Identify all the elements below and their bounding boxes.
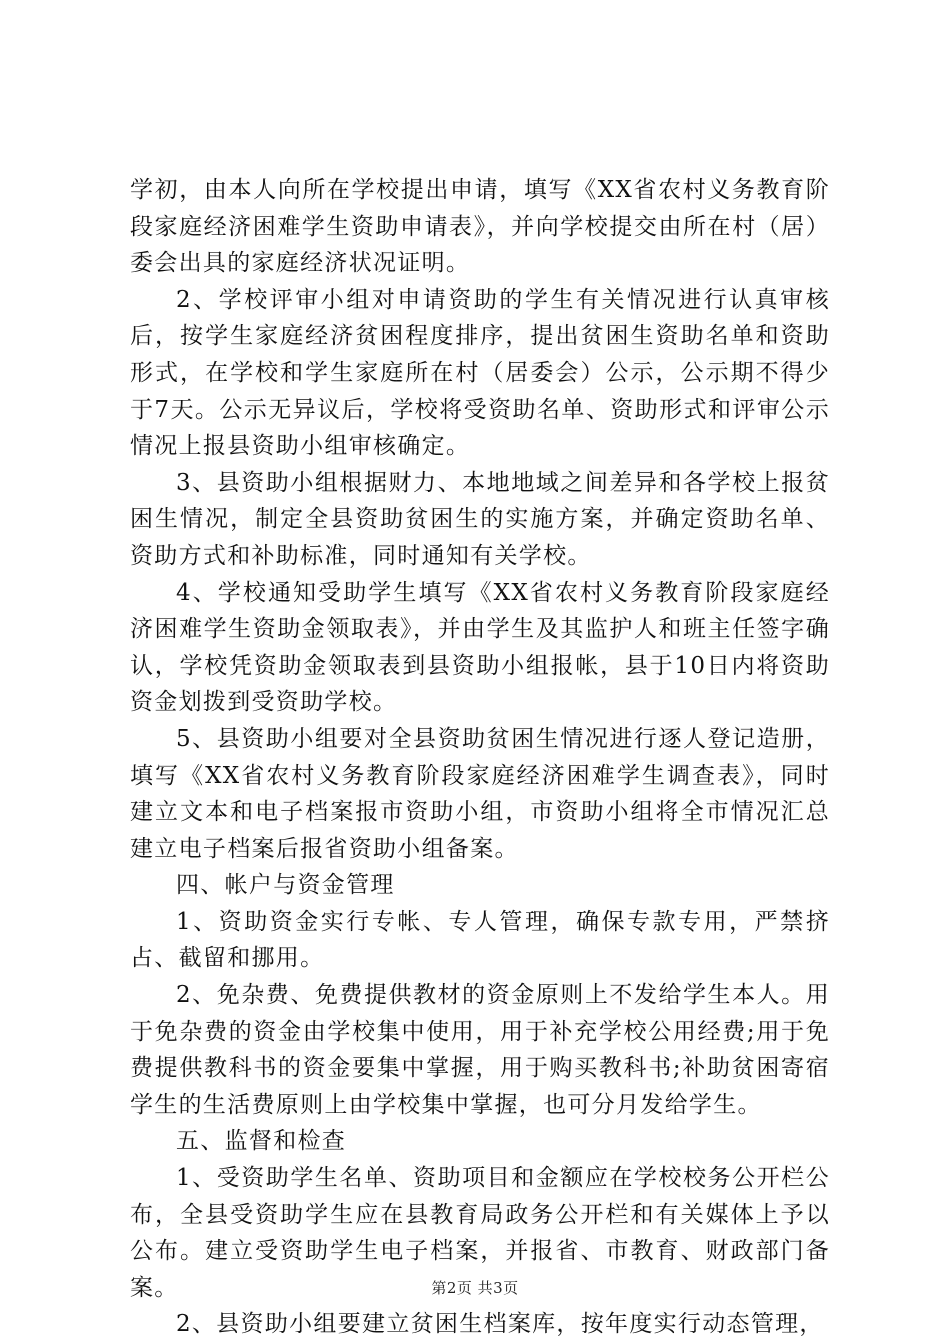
section-heading-accounts-funds: 四、帐户与资金管理 xyxy=(176,872,395,899)
paragraph-supervision-item-2: 2、县资助小组要建立贫困生档案库，按年度实行动态管理， xyxy=(176,1311,824,1338)
paragraph-funds-item-1: 1、资助资金实行专帐、专人管理，确保专款专用，严禁挤占、截留和挪用。 xyxy=(130,908,830,972)
paragraph-item-4-notify-students: 4、学校通知受助学生填写《XX省农村义务教育阶段家庭经济困难学生资助金领取表》，并由学生及其监护人和班主任签字确认，学校凭资助金领取表到县资助小组报帐，县于10日内将资助资金划拨到受资助学校。 xyxy=(130,579,830,716)
paragraph-supervision-item-1: 1、受资助学生名单、资助项目和金额应在学校校务公开栏公布，全县受资助学生应在县教育局政务公开栏和有关媒体上予以公布。建立受资助学生电子档案，并报省、市教育、财政部门备案。 xyxy=(130,1165,830,1301)
page-footer: 第2页 共3页 xyxy=(431,1279,519,1297)
paragraph-item-5-registration: 5、县资助小组要对全县资助贫困生情况进行逐人登记造册，填写《XX省农村义务教育阶段家庭经济困难学生调查表》，同时建立文本和电子档案报市资助小组，市资助小组将全市情况汇总建立电子档案后报省资助小组备案。 xyxy=(130,725,830,862)
document-body xyxy=(130,172,830,1343)
paragraph-application-start: 学初，由本人向所在学校提出申请，填写《XX省农村义务教育阶段家庭经济困难学生资助申请表》，并向学校提交由所在村（居）委会出具的家庭经济状况证明。 xyxy=(130,177,830,277)
section-heading-supervision: 五、监督和检查 xyxy=(176,1128,347,1155)
paragraph-funds-item-2: 2、免杂费、免费提供教材的资金原则上不发给学生本人。用于免杂费的资金由学校集中使用，用于补充学校公用经费;用于免费提供教科书的资金要集中掌握，用于购买教科书;补助贫困寄宿学生的生活费原则上由学校集中掌握，也可分月发给学生。 xyxy=(130,982,830,1118)
paragraph-item-3-county-plan: 3、县资助小组根据财力、本地地域之间差异和各学校上报贫困生情况，制定全县资助贫困生的实施方案，并确定资助名单、资助方式和补助标准，同时通知有关学校。 xyxy=(130,469,830,569)
paragraph-item-2-review: 2、学校评审小组对申请资助的学生有关情况进行认真审核后，按学生家庭经济贫困程度排序，提出贫困生资助名单和资助形式，在学校和学生家庭所在村（居委会）公示，公示期不得少于7天。公示无异议后，学校将受资助名单、资助形式和评审公示情况上报县资助小组审核确定。 xyxy=(130,286,830,460)
